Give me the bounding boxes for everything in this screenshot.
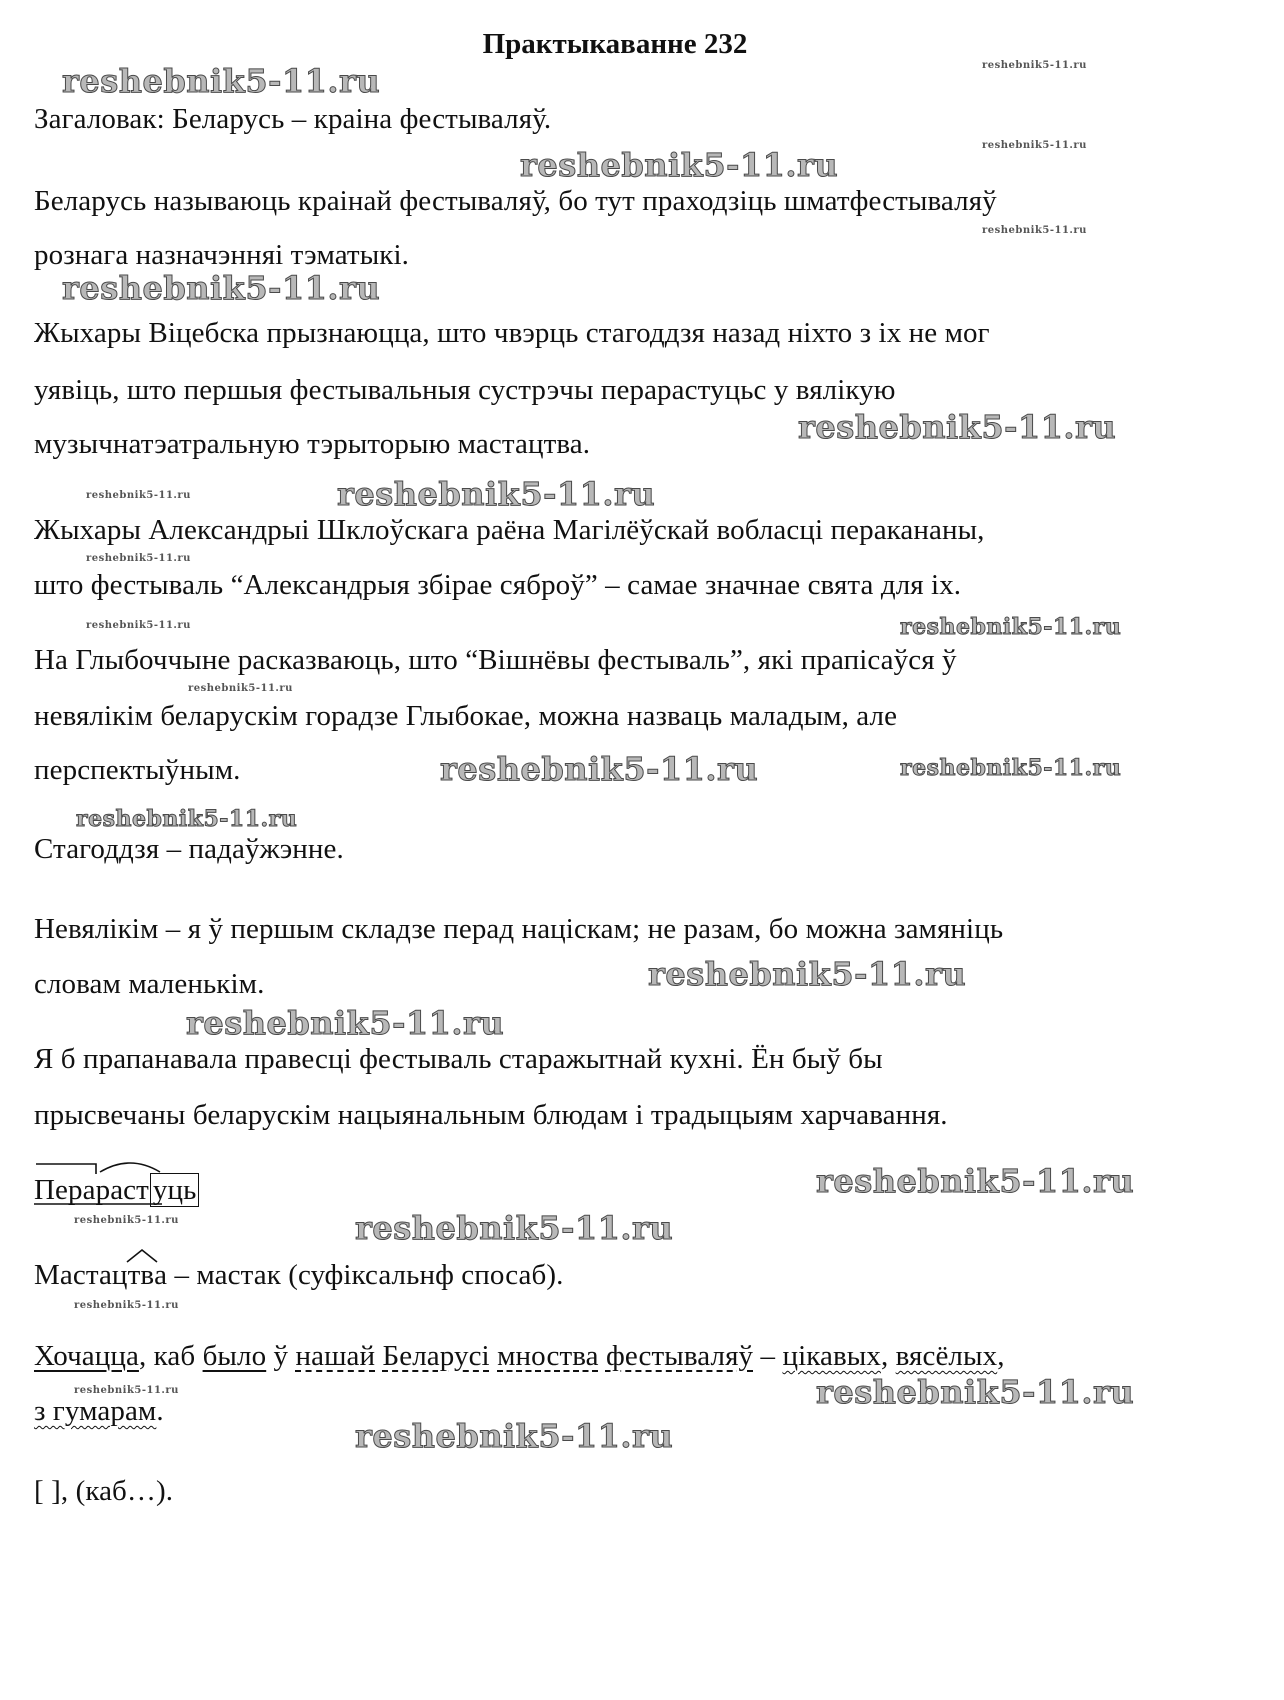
watermark: reshebnik5-11.ru xyxy=(520,146,839,184)
text-line: Жыхары Александрыі Шклоўскага раёна Магілёўскай вобласці перакананы, xyxy=(34,514,985,546)
text-line: перспектыўным. xyxy=(34,754,241,786)
watermark: reshebnik5-11.ru xyxy=(900,755,1122,781)
morph-word xyxy=(34,1172,199,1208)
derived-word: Мастацтв а xyxy=(34,1257,167,1293)
attribute-word: нашай xyxy=(295,1340,376,1372)
text-line: Загаловак: Беларусь – краіна фестываляў. xyxy=(34,103,552,135)
derivation-text: – мастак (суфіксальнф спосаб). xyxy=(167,1259,564,1291)
text-line: словам маленькім. xyxy=(34,968,265,1000)
watermark: reshebnik5-11.ru xyxy=(440,750,759,788)
syntax-sentence-cont: з гумарам. xyxy=(34,1395,164,1427)
watermark: reshebnik5-11.ru xyxy=(798,408,1117,446)
page-title: Практыкаванне 232 xyxy=(482,28,748,60)
watermark: reshebnik5-11.ru xyxy=(186,1004,505,1042)
prefix: Пера xyxy=(34,1174,96,1206)
text-line: Я б прапанавала правесці фестываль старажытнай кухні. Ён быў бы xyxy=(34,1043,883,1075)
watermark: reshebnik5-11.ru xyxy=(74,1385,179,1396)
watermark: reshebnik5-11.ru xyxy=(86,490,191,501)
watermark: reshebnik5-11.ru xyxy=(76,806,298,832)
watermark: reshebnik5-11.ru xyxy=(900,614,1122,640)
watermark: reshebnik5-11.ru xyxy=(188,683,293,694)
suffix-mark xyxy=(126,1249,160,1263)
text-line: Невялікім – я ў першым складзе перад націскам; не разам, бо можна замяніць xyxy=(34,913,1004,945)
watermark: reshebnik5-11.ru xyxy=(648,955,967,993)
syntax-sentence: Хочацца, каб было ў нашай Беларусі мноства фестываляў – цікавых, вясёлых, xyxy=(34,1340,1005,1372)
prefix-mark xyxy=(36,1164,96,1174)
suffix: тв xyxy=(128,1257,155,1293)
text-line: Жыхары Віцебска прызнаюцца, што чвэрць стагоддзя назад ніхто з іх не мог xyxy=(34,317,990,349)
root: раст xyxy=(95,1174,149,1206)
predicate-word: было xyxy=(202,1340,267,1372)
text-line: музычнатэатральную тэрыторыю мастацтва. xyxy=(34,428,591,460)
root-arc xyxy=(100,1163,160,1172)
watermark: reshebnik5-11.ru xyxy=(982,225,1087,236)
text-line: рознага назначэнняі тэматыкі. xyxy=(34,239,409,271)
watermark: reshebnik5-11.ru xyxy=(355,1209,674,1247)
predicate-word: Хочацца xyxy=(34,1340,139,1372)
watermark: reshebnik5-11.ru xyxy=(982,140,1087,151)
morpheme-marks xyxy=(34,1158,224,1218)
ending: уць xyxy=(150,1173,200,1207)
text-line: Беларусь называюць краінай фестываляў, бо тут праходзіць шматфестываляў xyxy=(34,185,997,217)
watermark: reshebnik5-11.ru xyxy=(86,620,191,631)
watermark: reshebnik5-11.ru xyxy=(62,269,381,307)
text-line: прысвечаны беларускім нацыянальным блюдам і традыцыям харчавання. xyxy=(34,1099,948,1131)
attribute-word: вясёлых xyxy=(895,1340,998,1372)
subject-word: мноства xyxy=(497,1340,599,1372)
attribute-word: цікавых xyxy=(782,1340,881,1372)
watermark: reshebnik5-11.ru xyxy=(337,475,656,513)
sentence-scheme: [ ], (каб…). xyxy=(34,1475,174,1507)
morpheme-parse xyxy=(34,1172,199,1208)
watermark: reshebnik5-11.ru xyxy=(355,1417,674,1455)
text-line: На Глыбоччыне расказваюць, што “Вішнёвы фестываль”, які прапісаўся ў xyxy=(34,644,957,676)
text-line: што фестываль “Александрыя збірае сяброў” – самае значнае свята для іх. xyxy=(34,569,962,601)
text-line: уявіць, што першыя фестывальныя сустрэчы перарастуцьс у вялікую xyxy=(34,374,896,406)
watermark: reshebnik5-11.ru xyxy=(816,1373,1135,1411)
watermark: reshebnik5-11.ru xyxy=(74,1300,179,1311)
adverbial-word: Беларусі xyxy=(382,1340,490,1372)
text-line: Стагоддзя – падаўжэнне. xyxy=(34,833,344,865)
derivation-line xyxy=(34,1257,563,1293)
watermark: reshebnik5-11.ru xyxy=(816,1162,1135,1200)
attribute-word: з гумарам xyxy=(34,1395,157,1427)
watermark: reshebnik5-11.ru xyxy=(86,553,191,564)
attribute-word: фестываляў xyxy=(605,1340,754,1372)
watermark: reshebnik5-11.ru xyxy=(62,62,381,100)
text-line: невялікім беларускім горадзе Глыбокае, можна назваць маладым, але xyxy=(34,700,898,732)
watermark: reshebnik5-11.ru xyxy=(982,60,1087,71)
watermark: reshebnik5-11.ru xyxy=(74,1215,179,1226)
